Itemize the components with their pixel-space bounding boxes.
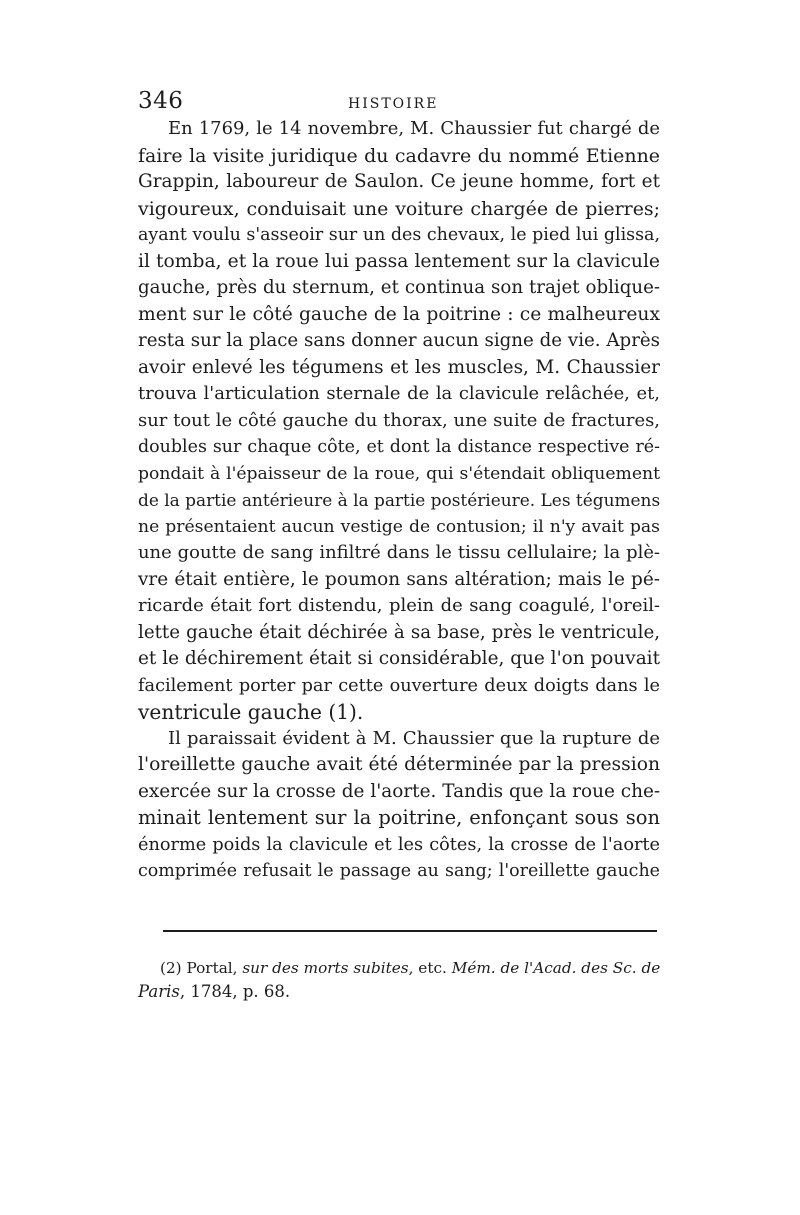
page-header <box>138 88 660 118</box>
footnote-separator <box>163 930 657 932</box>
text-line: une goutte de sang infiltré dans le tissu cellulaire; la plè- <box>138 542 660 563</box>
text-line: énorme poids la clavicule et les côtes, la crosse de l'aorte <box>138 834 660 855</box>
footnote <box>138 956 660 1004</box>
footnote-place: Paris <box>138 982 180 1001</box>
footnote-text: , etc. <box>408 959 452 977</box>
text-line: sur tout le côté gauche du thorax, une suite de fractures, <box>138 409 660 431</box>
footnote-line <box>138 980 660 1004</box>
text-line: doubles sur chaque côte, et dont la distance respective ré- <box>138 437 660 457</box>
text-line: minait lentement sur la poitrine, enfonçant sous son <box>138 806 660 829</box>
text-line: Grappin, laboureur de Saulon. Ce jeune homme, fort et <box>138 171 660 192</box>
text-line: resta sur la place sans donner aucun signe de vie. Après <box>138 330 660 351</box>
text-line: En 1769, le 14 novembre, M. Chaussier fut chargé de <box>168 118 660 139</box>
body-text <box>138 116 660 885</box>
page-number: 346 <box>138 88 184 114</box>
text-line: faire la visite juridique du cadavre du nommé Etienne <box>138 144 660 167</box>
footnote-text: , 1784, p. 68. <box>179 982 291 1001</box>
text-line: il tomba, et la roue lui passa lentement sur la clavicule <box>138 250 660 272</box>
text-line: ayant voulu s'asseoir sur un des chevaux, le pied lui glissa, <box>138 225 660 245</box>
text-line: l'oreillette gauche avait été déterminée par la pression <box>138 754 660 775</box>
text-line: ricarde était fort distendu, plein de sang coagulé, l'oreil- <box>138 595 660 616</box>
text-line: lette gauche était déchirée à sa base, près le ventricule, <box>138 621 660 643</box>
text-line: Il paraissait évident à M. Chaussier que la rupture de <box>168 727 660 749</box>
text-line: ment sur le côté gauche de la poitrine : ce malheureux <box>138 303 660 325</box>
text-line: avoir enlevé les tégumens et les muscles, M. Chaussier <box>138 356 660 378</box>
text-line: vre était entière, le poumon sans altération; mais le pé- <box>138 568 660 590</box>
text-line: comprimée refusait le passage au sang; l'oreillette gauche <box>138 861 660 881</box>
text-line: pondait à l'épaisseur de la roue, qui s'étendait obliquement <box>138 463 660 484</box>
text-line: ne présentaient aucun vestige de contusion; il n'y avait pas <box>138 516 660 537</box>
footnote-journal: Mém. de l'Acad. des Sc. de <box>451 959 661 977</box>
text-line: gauche, près du sternum, et continua son trajet oblique- <box>138 277 660 298</box>
text-line: vigoureux, conduisait une voiture chargée de pierres; <box>138 197 660 220</box>
text-line: trouva l'articulation sternale de la clavicule relâchée, et, <box>138 383 660 404</box>
text-line: exercée sur la crosse de l'aorte. Tandis que la roue che- <box>138 780 661 802</box>
text-line: de la partie antérieure à la partie postérieure. Les tégumens <box>138 490 661 510</box>
running-head: HISTOIRE <box>348 96 439 112</box>
text-line: facilement porter par cette ouverture deux doigts dans le <box>138 675 660 696</box>
footnote-line <box>138 956 660 980</box>
text-line: et le déchirement était si considérable, que l'on pouvait <box>138 648 660 669</box>
footnote-text: (2) Portal, <box>160 959 243 977</box>
text-line: ventricule gauche (1). <box>138 700 364 724</box>
footnote-title: sur des morts subites <box>242 959 409 977</box>
